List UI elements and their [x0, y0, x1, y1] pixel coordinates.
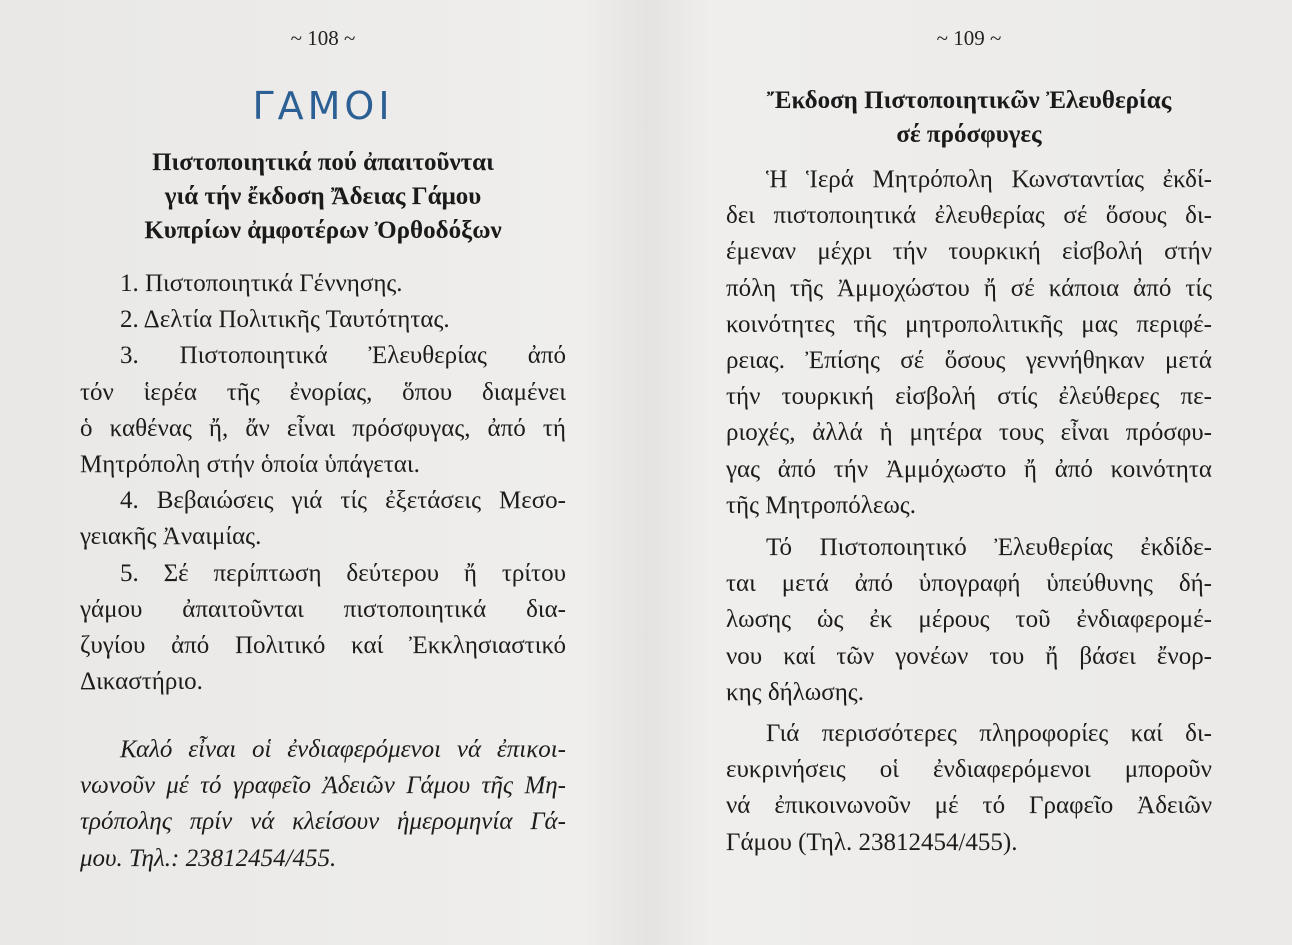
- page-number-right: ~ 109 ~: [936, 26, 1002, 50]
- list-item-continuation: γειακῆς Ἀναιμίας.: [80, 523, 262, 551]
- paragraph-line: ριοχές, ἀλλά ἡ μητέρα τους εἶναι πρόσφυ-: [726, 419, 1212, 447]
- paragraph-line: Τό Πιστοποιητικό Ἐλευθερίας ἐκδίδε-: [766, 534, 1212, 561]
- page-number-left: ~ 108 ~: [290, 26, 356, 50]
- list-item-continuation: Δικαστήριο.: [80, 668, 203, 696]
- paragraph-line: τήν τουρκική εἰσβολή στίς ἐλεύθερες πε-: [726, 383, 1212, 411]
- heading-line: Κυπρίων ἀμφοτέρων Ὀρθοδόξων: [144, 217, 502, 244]
- chapter-title: ΓΑΜΟΙ: [252, 84, 394, 128]
- section-heading-left: [80, 146, 566, 248]
- list-item: 5. Σέ περίπτωση δεύτερου ἤ τρίτου: [120, 559, 566, 587]
- paragraph-line: Γιά περισσότερες πληροφορίες καί δι-: [766, 720, 1212, 747]
- list-item-continuation: γάμου ἀπαιτοῦνται πιστοποιητικά δια-: [80, 595, 566, 623]
- heading-line: σέ πρόσφυγες: [896, 121, 1042, 148]
- paragraph-line: έμεναν μέχρι τήν τουρκική εἰσβολή στήν: [726, 238, 1212, 266]
- left-page: [80, 0, 566, 945]
- list-item: 3. Πιστοποιητικά Ἐλευθερίας ἀπό: [120, 342, 566, 370]
- contact-note: [80, 732, 566, 877]
- right-page: [726, 0, 1212, 945]
- paragraph-line: νου καί τῶν γονέων του ἤ βάσει ἔνορ-: [726, 642, 1212, 670]
- paragraph-line: κης δήλωσης.: [726, 678, 864, 706]
- paragraph-contact: [726, 716, 1212, 861]
- heading-line: Πιστοποιητικά πού ἀπαιτοῦνται: [152, 149, 494, 176]
- paragraph-line: Γάμου (Τηλ. 23812454/455).: [726, 828, 1018, 856]
- list-item-continuation: Μητρόπολη στήν ὁποία ὑπάγεται.: [80, 451, 420, 479]
- paragraph-line: ται μετά ἀπό ὑπογραφή ὑπεύθυνης δή-: [726, 570, 1212, 598]
- heading-line: γιά τήν ἔκδοση Ἄδειας Γάμου: [164, 183, 482, 210]
- paragraph-issuance: [726, 162, 1212, 524]
- note-line: μου. Τηλ.: 23812454/455.: [80, 844, 337, 872]
- paragraph-line: Ἡ Ἱερά Μητρόπολη Κωνσταντίας ἐκδί-: [766, 166, 1212, 193]
- list-item-continuation: τόν ἱερέα τῆς ἐνορίας, ὅπου διαμένει: [80, 378, 566, 406]
- list-item-continuation: ὁ καθένας ἤ, ἄν εἶναι πρόσφυγας, ἀπό τή: [80, 414, 566, 442]
- paragraph-line: κοινότητες τῆς μητροπολιτικῆς μας περιφέ-: [726, 310, 1212, 338]
- section-heading-right: [726, 84, 1212, 152]
- note-line: νωνοῦν μέ τό γραφεῖο Ἀδειῶν Γάμου τῆς Μη-: [80, 772, 566, 800]
- paragraph-declaration: [726, 530, 1212, 711]
- paragraph-line: γας ἀπό τήν Ἀμμόχωστο ἤ ἀπό κοινότητα: [726, 455, 1212, 483]
- note-line: Καλό εἶναι οἱ ἐνδιαφερόμενοι νά ἐπικοι-: [120, 736, 566, 763]
- paragraph-line: τῆς Μητροπόλεως.: [726, 491, 916, 519]
- list-item-continuation: ζυγίου ἀπό Πολιτικό καί Ἐκκλησιαστικό: [80, 632, 566, 660]
- list-item: 1. Πιστοποιητικά Γέννησης.: [120, 270, 403, 297]
- note-line: τρόπολης πρίν νά κλείσουν ἡμερομηνία Γά-: [80, 808, 566, 836]
- heading-line: Ἔκδοση Πιστοποιητικῶν Ἐλευθερίας: [766, 87, 1172, 114]
- paragraph-line: πόλη τῆς Ἀμμοχώστου ἤ σέ κάποια ἀπό τίς: [726, 274, 1212, 302]
- paragraph-line: ευκρινήσεις οἱ ἐνδιαφερόμενοι μποροῦν: [726, 756, 1212, 784]
- paragraph-line: ρειας. Ἐπίσης σέ ὅσους γεννήθηκαν μετά: [726, 347, 1212, 375]
- requirements-list: [80, 266, 566, 700]
- paragraph-line: λωσης ὡς ἐκ μέρους τοῦ ἐνδιαφερομέ-: [726, 606, 1212, 634]
- list-item: 4. Βεβαιώσεις γιά τίς ἐξετάσεις Μεσο-: [120, 487, 566, 515]
- paragraph-line: νά ἐπικοινωνοῦν μέ τό Γραφεῖο Ἀδειῶν: [726, 792, 1212, 820]
- paragraph-line: δει πιστοποιητικά ἐλευθερίας σέ ὅσους δι-: [726, 202, 1212, 230]
- list-item: 2. Δελτία Πολιτικῆς Ταυτότητας.: [120, 306, 450, 334]
